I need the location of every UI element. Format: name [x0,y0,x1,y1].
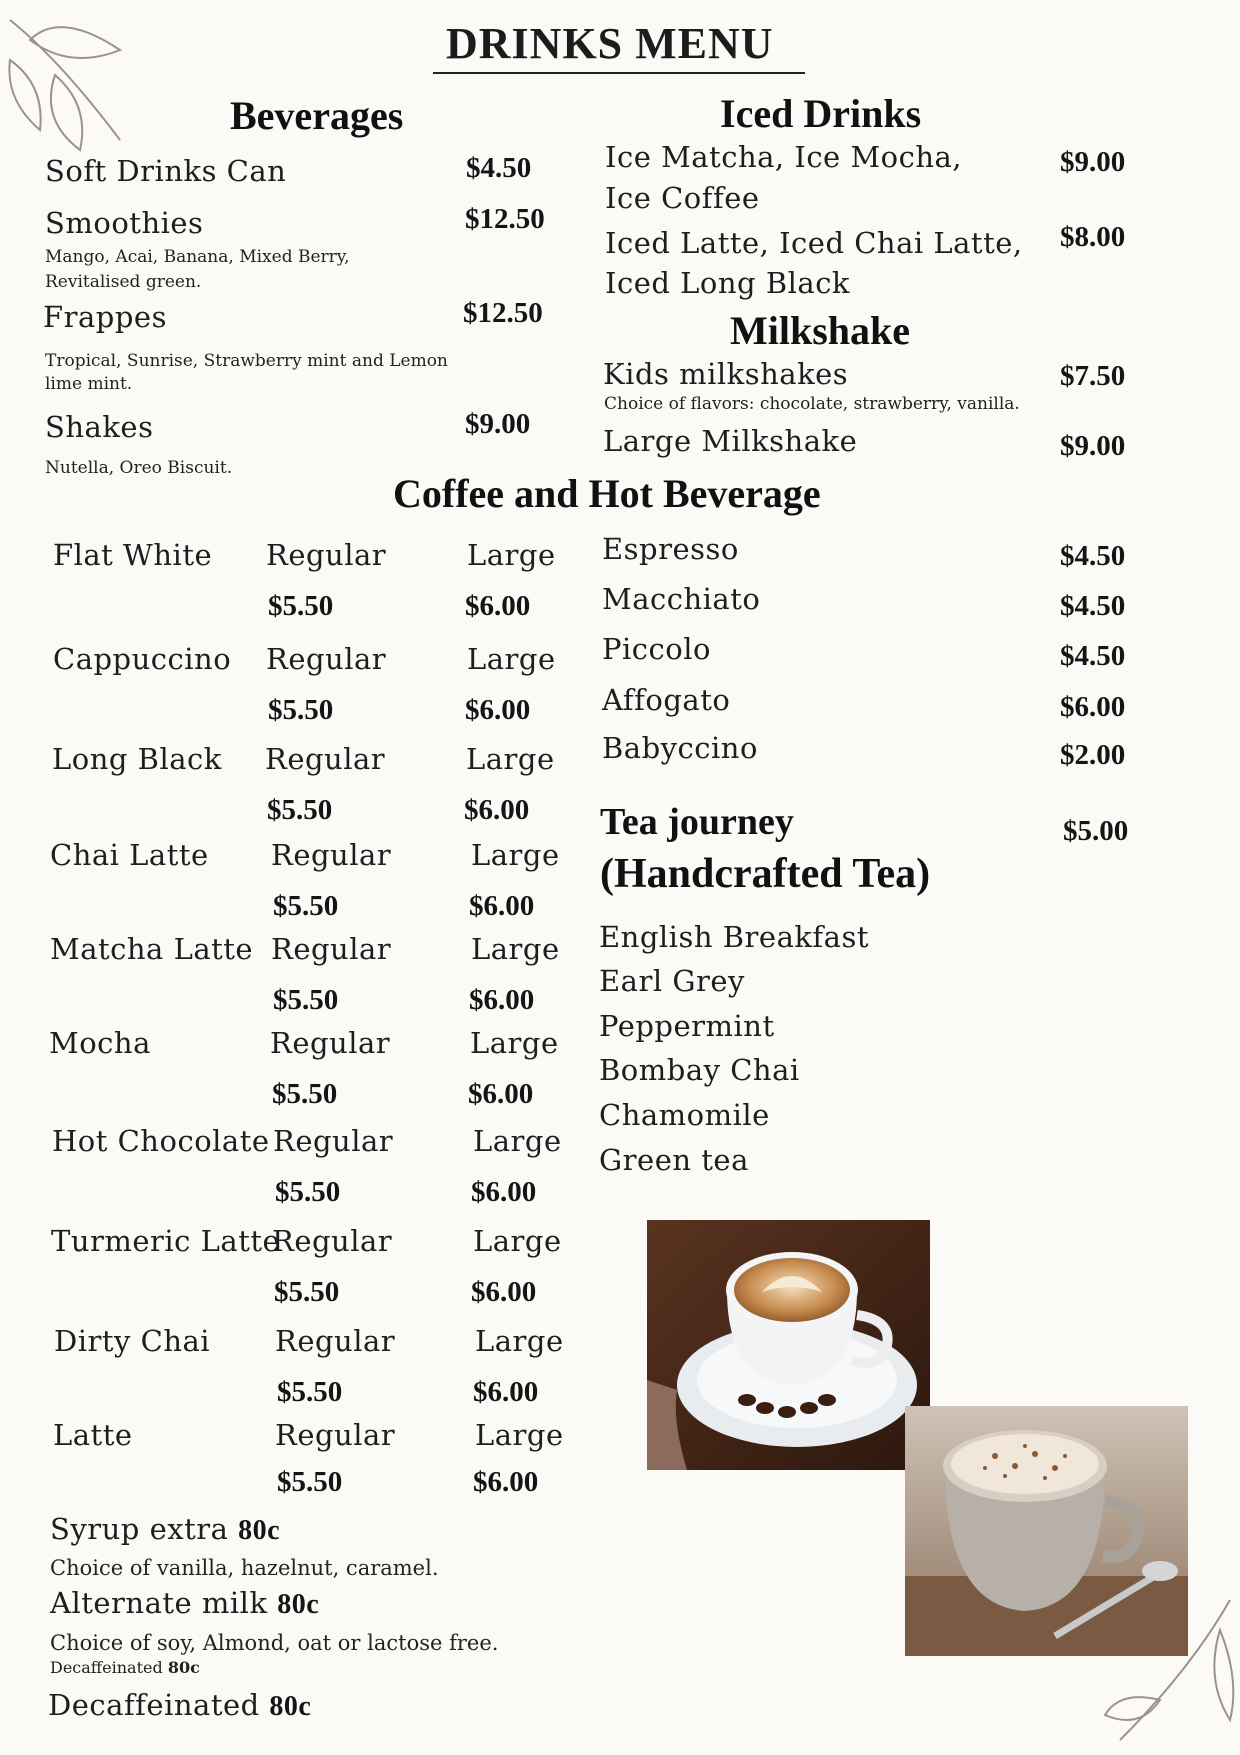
coffee-item-name: Chai Latte [50,838,209,872]
large-size-label: Large [467,642,556,676]
menu-item-name: Kids milkshakes [603,357,849,391]
large-size-price: $6.00 [465,694,531,726]
menu-item-name: Iced Long Black [605,266,851,300]
tea-heading: Tea journey [600,801,794,843]
menu-item-price: $8.00 [1060,221,1126,253]
menu-item-price: $12.50 [465,203,545,235]
tea-item: Green tea [599,1143,749,1177]
syrup-extra [50,1512,280,1547]
regular-size-price: $5.50 [277,1376,343,1408]
regular-size-price: $5.50 [268,694,334,726]
hot-beverage-price: $6.00 [1060,691,1126,723]
tea-item: Peppermint [599,1009,775,1043]
large-size-price: $6.00 [465,590,531,622]
syrup-label: Syrup extra [50,1512,239,1546]
hot-beverage-price: $2.00 [1060,739,1126,771]
regular-size-price: $5.50 [272,1078,338,1110]
hot-beverage-name: Macchiato [602,582,761,616]
large-size-price: $6.00 [471,1276,537,1308]
tea-subheading: (Handcrafted Tea) [600,851,931,897]
large-size-label: Large [473,1124,562,1158]
large-size-label: Large [467,538,556,572]
regular-size-label: Regular [272,1224,393,1258]
decaffeinated [48,1688,311,1723]
iced-drinks-heading: Iced Drinks [720,91,922,136]
large-size-label: Large [475,1324,564,1358]
menu-item-price: $4.50 [466,152,532,184]
title-underline [433,72,805,74]
coffee-item-name: Flat White [53,538,213,572]
hot-beverage-price: $4.50 [1060,540,1126,572]
menu-item-description: lime mint. [45,374,133,394]
hot-beverage-name: Espresso [602,532,739,566]
menu-item-name: Iced Latte, Iced Chai Latte, [605,226,1023,260]
alternate-milk [50,1586,319,1621]
decaf-note [50,1657,200,1679]
menu-item-description: Tropical, Sunrise, Strawberry mint and Lemon [45,351,448,371]
menu-item-name: Soft Drinks Can [45,154,287,188]
coffee-item-name: Long Black [52,742,222,776]
large-size-price: $6.00 [464,794,530,826]
tea-item: Earl Grey [599,964,745,998]
milk-description: Choice of soy, Almond, oat or lactose free. [50,1631,499,1655]
regular-size-price: $5.50 [277,1466,343,1498]
coffee-item-name: Mocha [49,1026,151,1060]
large-size-price: $6.00 [473,1376,539,1408]
coffee-item-name: Latte [53,1418,133,1452]
regular-size-label: Regular [266,642,387,676]
tea-item: English Breakfast [599,920,869,954]
large-size-label: Large [471,838,560,872]
coffee-item-name: Matcha Latte [50,932,254,966]
coffee-item-name: Cappuccino [53,642,232,676]
menu-item-name: Large Milkshake [603,424,858,458]
regular-size-label: Regular [273,1124,394,1158]
coffee-item-name: Dirty Chai [54,1324,211,1358]
coffee-item-name: Turmeric Latte [51,1224,281,1258]
hot-beverage-price: $4.50 [1060,640,1126,672]
regular-size-price: $5.50 [267,794,333,826]
decaf-note-label: Decaffeinated [50,1658,168,1677]
regular-size-label: Regular [275,1418,396,1452]
coffee-heading: Coffee and Hot Beverage [393,471,821,516]
menu-item-name: Smoothies [45,206,204,240]
milkshake-heading: Milkshake [730,308,911,353]
menu-item-price: $9.00 [1060,146,1126,178]
regular-size-price: $5.50 [268,590,334,622]
menu-item-description: Choice of flavors: chocolate, strawberry, vanilla. [604,394,1020,414]
beverages-heading: Beverages [230,93,404,138]
large-size-price: $6.00 [471,1176,537,1208]
regular-size-price: $5.50 [274,1276,340,1308]
menu-item-name: Shakes [45,410,154,444]
menu-item-price: $12.50 [463,297,543,329]
large-size-price: $6.00 [473,1466,539,1498]
menu-item-price: $9.00 [1060,430,1126,462]
large-size-price: $6.00 [469,984,535,1016]
menu-item-name: Ice Matcha, Ice Mocha, [605,140,963,174]
regular-size-label: Regular [266,538,387,572]
regular-size-label: Regular [271,838,392,872]
milk-price: 80c [277,1589,320,1620]
menu-item-description: Revitalised green. [45,272,202,292]
syrup-description: Choice of vanilla, hazelnut, caramel. [50,1556,439,1580]
hot-beverage-name: Babyccino [602,731,758,765]
decaf-note-price: 80c [167,1658,200,1677]
menu-item-name: Frappes [43,300,167,334]
large-size-price: $6.00 [469,890,535,922]
regular-size-label: Regular [271,932,392,966]
regular-size-price: $5.50 [273,890,339,922]
regular-size-label: Regular [265,742,386,776]
milk-label: Alternate milk [50,1586,278,1620]
large-size-label: Large [471,932,560,966]
decaf-label: Decaffeinated [48,1688,270,1722]
hot-beverage-price: $4.50 [1060,590,1126,622]
large-size-label: Large [466,742,555,776]
large-size-label: Large [473,1224,562,1258]
hot-beverage-name: Affogato [602,683,731,717]
large-size-label: Large [470,1026,559,1060]
menu-item-price: $7.50 [1060,360,1126,392]
leaf-branch-icon [0,0,140,170]
regular-size-price: $5.50 [273,984,339,1016]
large-size-label: Large [475,1418,564,1452]
hot-beverage-name: Piccolo [602,632,711,666]
menu-item-description: Mango, Acai, Banana, Mixed Berry, [45,247,350,267]
menu-item-description: Nutella, Oreo Biscuit. [45,458,233,478]
large-size-price: $6.00 [468,1078,534,1110]
tea-price: $5.00 [1063,815,1129,847]
tea-item: Bombay Chai [599,1053,800,1087]
regular-size-price: $5.50 [275,1176,341,1208]
decaf-price: 80c [269,1691,312,1722]
page-title: DRINKS MENU [446,19,774,68]
regular-size-label: Regular [270,1026,391,1060]
cappuccino-photo [905,1406,1188,1656]
coffee-item-name: Hot Chocolate [52,1124,270,1158]
tea-item: Chamomile [599,1098,770,1132]
syrup-price: 80c [238,1515,281,1546]
menu-item-price: $9.00 [465,408,531,440]
latte-art-photo [647,1220,930,1470]
menu-item-name: Ice Coffee [605,181,760,215]
regular-size-label: Regular [275,1324,396,1358]
